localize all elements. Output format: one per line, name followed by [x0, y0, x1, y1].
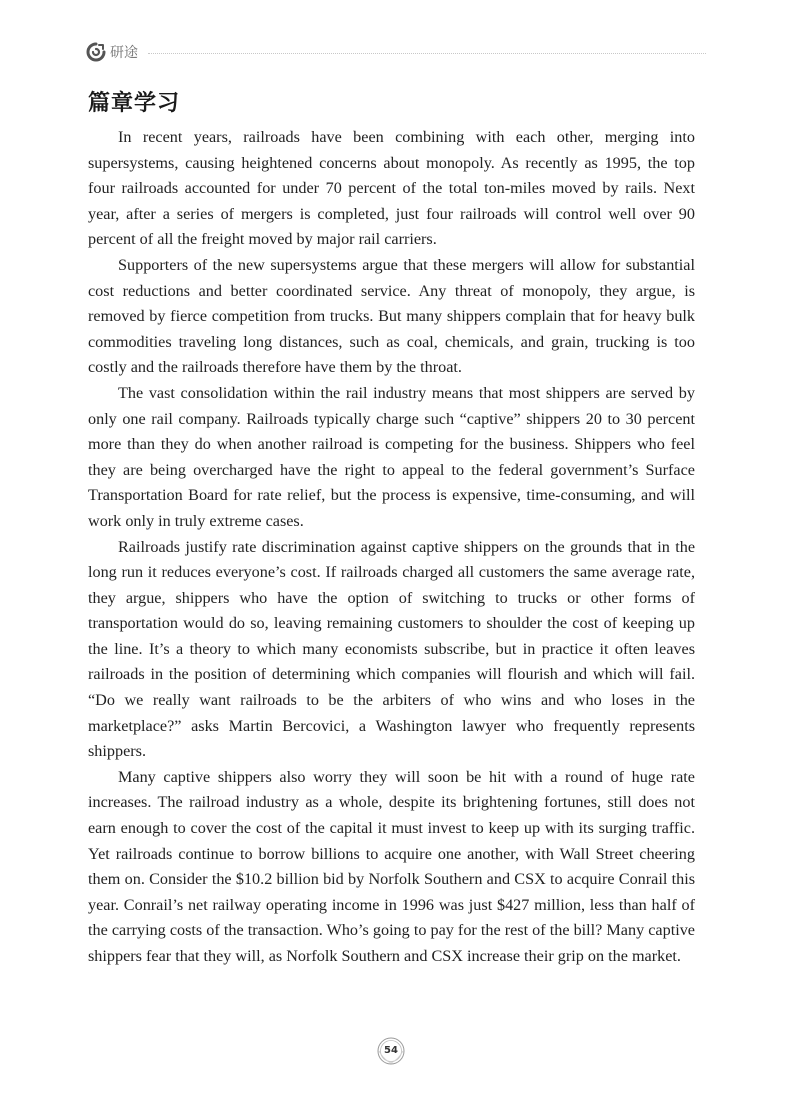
article-body: [88, 125, 695, 970]
brand-name: 研途: [110, 45, 138, 61]
paragraph-2: Supporters of the new supersystems argue that these mergers will allow for substantial cost reductions and better coordinated service. Any threat of monopoly, they argue, is removed by fierce competition from trucks. But many shippers complain that for heavy bulk commodities traveling long distances, such as coal, chemicals, and grain, trucking is too costly and the railroads therefore have them by the throat.: [88, 255, 695, 377]
header-divider: [148, 53, 706, 54]
paragraph-3: The vast consolidation within the rail industry means that most shippers are served by only one rail company. Railroads typically charge such “captive” shippers 20 to 30 percent more than they do when another railroad is competing for the business. Shippers who feel they are being overcharged have the right to appeal to the federal government’s Surface Transportation Board for rate relief, but the process is expensive, time-consuming, and will work only in truly extreme cases.: [88, 383, 695, 530]
paragraph-5: Many captive shippers also worry they will soon be hit with a round of huge rate increases. The railroad industry as a whole, despite its brightening fortunes, still does not earn enough to cover the cost of the capital it must invest to keep up with its surging traffic. Yet railroads continue to borrow billions to acquire one another, with Wall Street cheering them on. Consider the $10.2 billion bid by Norfolk Southern and CSX to acquire Conrail this year. Conrail’s net railway operating income in 1996 was just $427 million, less than half of the carrying costs of the transaction. Who’s going to pay for the rest of the bill? Many captive shippers fear that they will, as Norfolk Southern and CSX increase their grip on the market.: [88, 767, 695, 965]
swirl-logo-icon: [86, 42, 106, 62]
page-header: [86, 40, 706, 64]
section-title: 篇章学习: [88, 91, 181, 116]
paragraph-4: Railroads justify rate discrimination against captive shippers on the grounds that in the long run it reduces everyone’s cost. If railroads charged all customers the same average rate, they argue, shippers who have the option of switching to trucks or other forms of transportation would do so, leaving remaining customers to shoulder the cost of keeping up the line. It’s a theory to which many economists subscribe, but in practice it often leaves railroads in the position of determining which companies will flourish and which will fail. “Do we really want railroads to be the arbiters of who wins and who loses in the marketplace?” asks Martin Bercovici, a Washington lawyer who frequently represents shippers.: [88, 537, 695, 761]
paragraph-1: In recent years, railroads have been combining with each other, merging into supersystems, causing heightened concerns about monopoly. As recently as 1995, the top four railroads accounted for under 70 percent of the total ton-miles moved by rails. Next year, after a series of mergers is completed, just four railroads will control well over 90 percent of all the freight moved by major rail carriers.: [88, 128, 695, 249]
page-number: 54: [384, 1045, 398, 1056]
page-number-badge: [376, 1036, 406, 1066]
